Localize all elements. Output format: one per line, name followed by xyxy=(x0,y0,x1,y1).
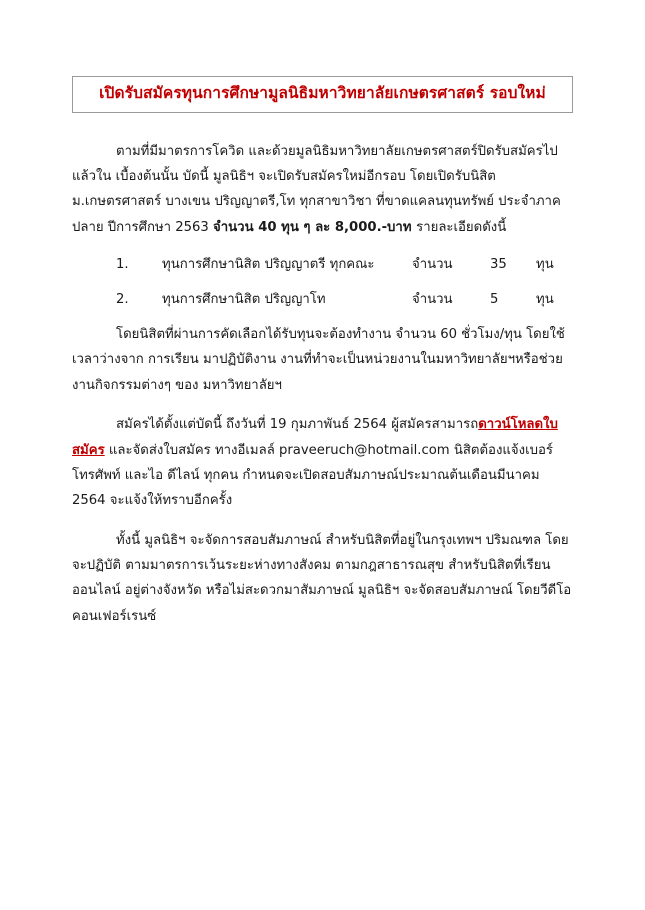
paragraph-intro xyxy=(72,139,573,240)
list-item-qty-value: 5 xyxy=(490,292,499,308)
page-title: เปิดรับสมัครทุนการศึกษามูลนิธิมหาวิทยาลัยเกษตรศาสตร์ รอบใหม่ xyxy=(99,84,546,102)
list-item xyxy=(72,287,573,312)
download-application-link[interactable]: ดาวน์โหลดใบสมัคร xyxy=(72,417,558,458)
scholarship-list xyxy=(72,252,573,312)
paragraph-application-line2: และจัดส่งใบสมัคร ทางอีเมลล์ praveeruch@hotmail.com นิสิตต้องแจ้งเบอร์โทรศัพท์ และไอ xyxy=(72,442,553,483)
list-item-qty-value: 35 xyxy=(490,256,507,272)
title-banner xyxy=(72,76,573,113)
list-item-qty-label: จำนวน xyxy=(412,256,453,272)
list-item xyxy=(72,252,573,277)
document-body xyxy=(72,139,573,629)
paragraph-work-line2: การเรียน มาปฏิบัติงาน งานที่ทำจะเป็นหน่วยงานในมหาวิทยาลัยฯหรือช่วยงานกิจกรรมต่างๆ ของ xyxy=(72,352,563,393)
list-item-number: 2. xyxy=(116,292,129,308)
paragraph-intro-line4: รายละเอียดดังนี้ xyxy=(416,219,507,235)
paragraph-interview-line2: ตามมาตรการเว้นระยะห่างทางสังคม ตามกฎสาธารณสุข สำหรับนิสิตที่เรียนออนไลน์ อยู่ต่างจังหวัด xyxy=(72,557,551,599)
list-item-unit: ทุน xyxy=(536,256,554,272)
paragraph-application-line3: ดีไลน์ ทุกคน กำหนดจะเปิดสอบสัมภาษณ์ประมาณต้นเดือนมีนาคม 2564 จะแจ้งให้ทราบอีกครั้ง xyxy=(72,467,540,509)
document-page xyxy=(0,76,645,910)
paragraph-application-line1: สมัครได้ตั้งแต่บัดนี้ ถึงวันที่ 19 กุมภาพันธ์ 2564 ผู้สมัครสามารถ xyxy=(116,417,479,433)
paragraph-intro-line1: ตามที่มีมาตรการโควิด และด้วยมูลนิธิมหาวิทยาลัยเกษตรศาสตร์ปิดรับสมัครไปแล้วใน xyxy=(72,143,558,184)
paragraph-application xyxy=(72,412,573,513)
list-item-qty-label: จำนวน xyxy=(412,292,453,308)
paragraph-interview-line1: ทั้งนี้ มูลนิธิฯ จะจัดการสอบสัมภาษณ์ สำหรับนิสิตที่อยู่ในกรุงเทพฯ ปริมณฑล โดยจะปฏิบัติ xyxy=(72,532,569,573)
paragraph-intro-line2: เบื้องต้นนั้น บัดนี้ มูลนิธิฯ จะเปิดรับสมัครใหม่อีกรอบ โดยเปิดรับนิสิต ม.เกษตรศาสตร์ บางเขน xyxy=(72,168,496,210)
paragraph-intro-line3: ปริญญาตรี,โท ทุกสาขาวิชา ที่ขาดแคลนทุนทรัพย์ ประจำภาคปลาย ปีการศึกษา 2563 xyxy=(72,194,561,235)
list-item-number: 1. xyxy=(116,256,129,272)
paragraph-work-line1: โดยนิสิตที่ผ่านการคัดเลือกได้รับทุนจะต้องทำงาน จำนวน 60 ชั่วโมง/ทุน โดยใช้เวลาว่างจาก xyxy=(72,327,565,368)
list-item-label: ทุนการศึกษานิสิต ปริญญาตรี ทุกคณะ xyxy=(162,256,375,272)
list-item-unit: ทุน xyxy=(536,292,554,308)
paragraph-work-requirement xyxy=(72,322,573,398)
paragraph-intro-highlight: จำนวน 40 ทุน ๆ ละ 8,000.-บาท xyxy=(213,219,417,235)
paragraph-interview xyxy=(72,528,573,629)
paragraph-spacer xyxy=(72,518,573,528)
paragraph-work-line3: มหาวิทยาลัยฯ xyxy=(202,377,282,393)
list-item-label: ทุนการศึกษานิสิต ปริญญาโท xyxy=(162,292,326,308)
paragraph-interview-line3: หรือไม่สะดวกมาสัมภาษณ์ มูลนิธิฯ จะจัดสอบสัมภาษณ์ โดยวีดีโอคอนเฟอร์เรนซ์ xyxy=(72,583,572,624)
paragraph-spacer xyxy=(72,402,573,412)
